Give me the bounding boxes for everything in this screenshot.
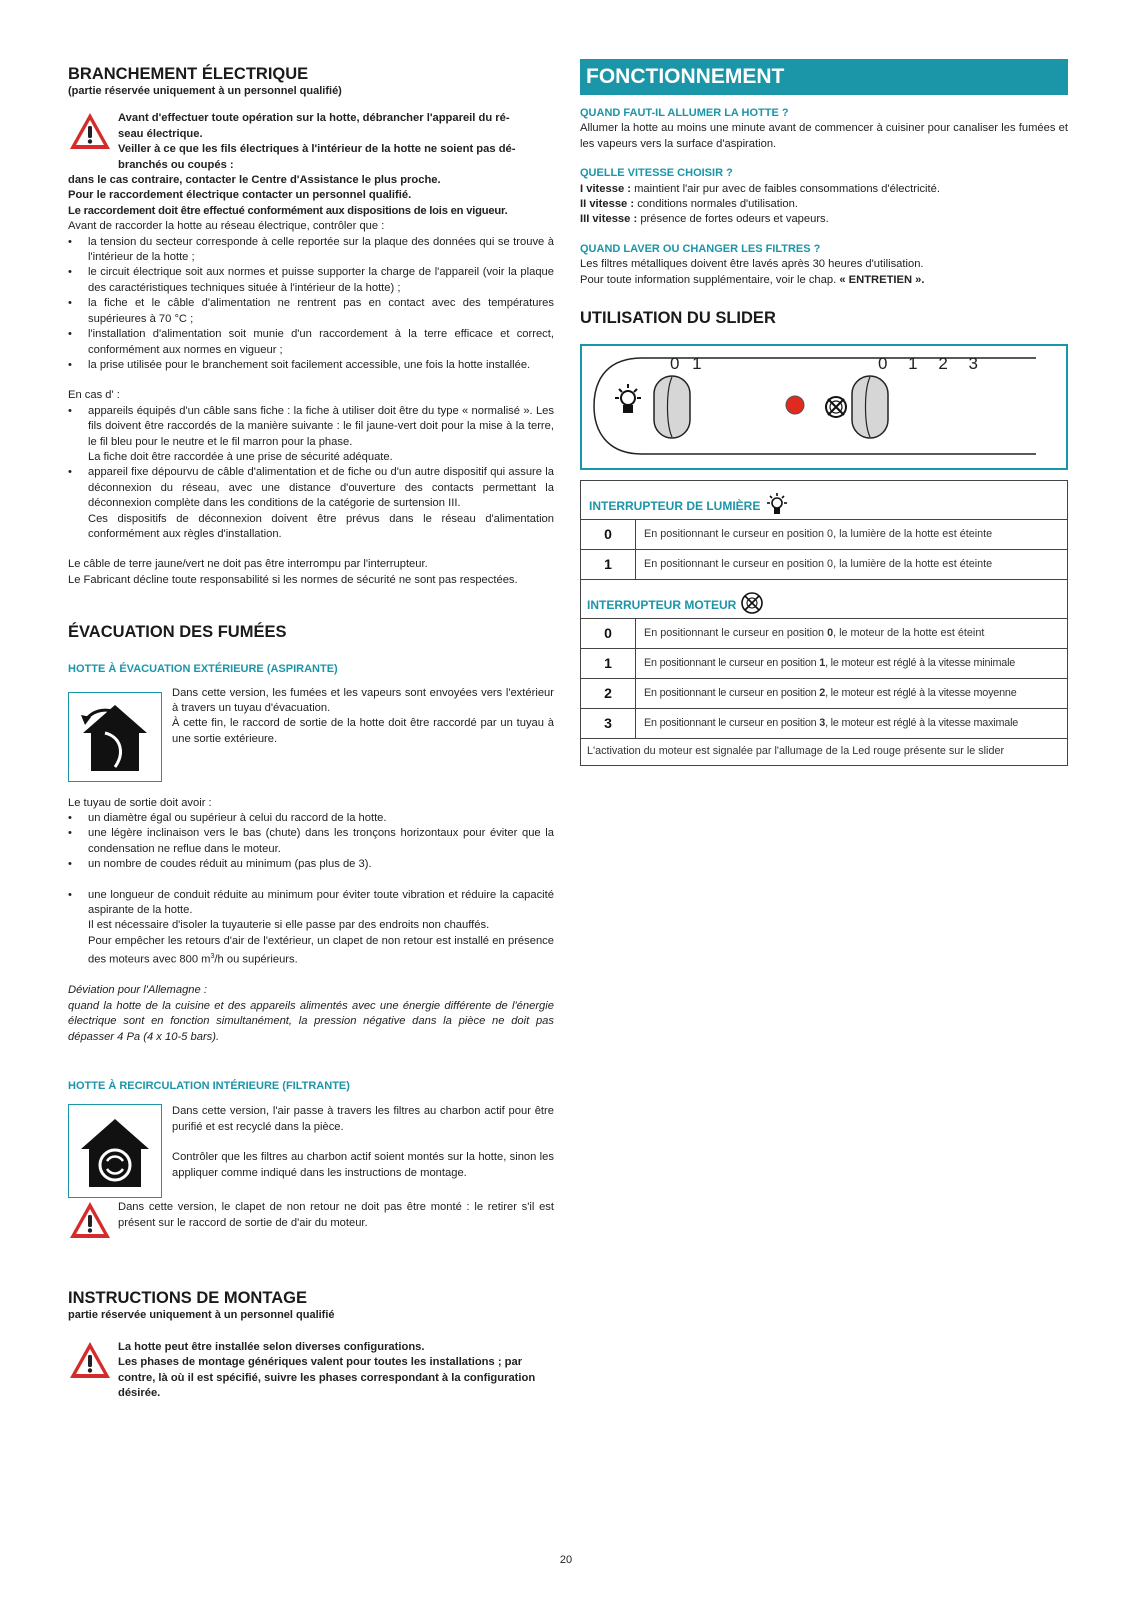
section-title-montage: INSTRUCTIONS DE MONTAGE [68,1289,307,1308]
motor-scale: 0 1 2 3 [878,354,986,374]
bold-line: dans le cas contraire, contacter le Centre d'Assistance le plus proche. [68,174,441,187]
subsection-title-exterieure: HOTTE À ÉVACUATION EXTÉRIEURE (ASPIRANTE) [68,663,338,676]
exterior-text: À cette fin, le raccord de sortie de la hotte doit être raccordé par un tuyau à une sortie extérieure. [172,717,554,745]
germany-text: quand la hotte de la cuisine et des appareils alimentés avec une énergie différente de l'énergie électrique sont en fonction simultanément, la pression négative dans la pièce ne doit pas dépasser 4 Pa (4 x 10-5 bars). [68,999,554,1043]
list-item: • un nombre de coudes réduit au minimum (pas plus de 3). [68,857,554,872]
pipe-list [68,811,554,873]
list-item: • une longueur de conduit réduite au minimum pour éviter toute vibration et réduire la capacité aspirante de la hotte. Il est nécessaire d'isoler la tuyauterie si elle passe par des endroits non chauffés. Pour empêcher les retours d'air de l'extérieur, un clapet de non retour est installé en présence des moteurs avec 800 $m^3/h$ ou supérieurs. [68,888,554,969]
speed-line: I vitesse : maintient l'air pur avec de faibles consommations d'électricité. [580,182,940,195]
section-subtitle: (partie réservée uniquement à un personnel qualifié) [68,85,342,97]
table-row: 1 En positionnant le curseur en position 1, le moteur est réglé à la vitesse minimale [581,649,1068,679]
mount-warning-text: Les phases de montage génériques valent pour toutes les installations ; par contre, là où il est spécifié, suivre les phases correspondant à la configuration désirée. [118,1356,536,1400]
germany-title: Déviation pour l'Allemagne : [68,984,207,997]
warning-block [68,1200,554,1240]
interior-block [68,1104,554,1200]
light-bulb-icon [615,384,641,413]
table-row: 1 En positionnant le curseur en position 0, la lumière de la hotte est éteinte [581,550,1068,580]
motor-note: L'activation du moteur est signalée par l'allumage de la Led rouge présente sur le slider [581,739,1068,766]
motor-fan-icon [740,591,764,615]
speed-line: II vitesse : conditions normales d'utilisation. [580,198,798,211]
table-row: 0 En positionnant le curseur en position 0, le moteur de la hotte est éteint [581,619,1068,649]
warning-icon [68,1200,112,1240]
page-number: 20 [559,1554,573,1566]
exterior-icon-box [68,692,162,782]
bold-line: Pour le raccordement électrique contacter un personnel qualifié. [68,189,412,202]
recirculation-house-icon [69,1105,161,1197]
interior-icon-box [68,1104,162,1198]
pipe-intro: Le tuyau de sortie doit avoir : [68,796,212,809]
warning-icon [68,111,112,151]
light-switch-table [580,480,1068,766]
exterior-text: Dans cette version, les fumées et les vapeurs sont envoyées vers l'extérieur à travers un tuyau d'évacuation. [172,686,554,714]
light-scale: 0 1 [670,354,706,374]
question-text: Allumer la hotte au moins une minute avant de commencer à cuisiner pour canaliser les fumées et les vapeurs vers la surface d'aspiration. [580,122,1068,150]
question-text: Pour toute information supplémentaire, voir le chap. « ENTRETIEN ». [580,273,925,286]
warning-line: Avant d'effectuer toute opération sur la hotte, débrancher l'appareil du ré- [118,112,510,125]
motor-switch-header: INTERRUPTEUR MOTEUR [581,580,1068,619]
left-column [68,64,554,1401]
warning-line: Veiller à ce que les fils électriques à l'intérieur de la hotte ne soient pas dé- [118,143,516,156]
list-item: • la prise utilisée pour le branchement soit facilement accessible, une fois la hotte installée. [68,358,554,373]
speed-line: III vitesse : présence de fortes odeurs et vapeurs. [580,213,829,226]
warning-block [68,1340,554,1402]
section-title-slider: UTILISATION DU SLIDER [580,309,776,328]
list-item: • une légère inclinaison vers le bas (chute) dans les tronçons horizontaux pour éviter que la condensation ne reflue dans le moteur. [68,826,554,857]
checks-intro: Avant de raccorder la hotte au réseau électrique, contrôler que : [68,220,385,233]
list-item: • la fiche et le câble d'alimentation ne rentrent pas en contact avec des températures supérieures à 70 °C ; [68,296,554,327]
list-item: • l'installation d'alimentation soit munie d'un raccordement à la terre efficace et correct, conformément aux normes en vigueur ; [68,327,554,358]
exterior-block [68,686,554,786]
list-item: • le circuit électrique soit aux normes et puisse supporter la charge de l'appareil (voir la plaque des caractéristiques techniques située à l'intérieur de la hotte) ; [68,265,554,296]
question-title: QUELLE VITESSE CHOISIR ? [580,167,733,180]
cases-list [68,404,554,543]
cases-intro: En cas d' : [68,389,120,402]
interior-warning-text: Dans cette version, le clapet de non retour ne doit pas être monté : le retirer s'il est présent sur le raccord de sortie de d'air du moteur. [118,1201,554,1229]
warning-line: branchés ou coupés : [118,158,234,171]
pipe-list-extra [68,888,554,969]
earth-note: Le câble de terre jaune/vert ne doit pas être interrompu par l'interrupteur. [68,558,428,571]
interior-text: Contrôler que les filtres au charbon actif soient montés sur la hotte, sinon les appliquer comme indiqué dans les instructions de montage. [172,1151,554,1179]
question-text: Les filtres métalliques doivent être lavés après 30 heures d'utilisation. [580,258,924,271]
section-title-branchement: BRANCHEMENT ÉLECTRIQUE [68,65,309,83]
section-subtitle: partie réservée uniquement à un personnel qualifié [68,1309,335,1322]
maker-note: Le Fabricant décline toute responsabilité si les normes de sécurité ne sont pas respectées. [68,573,518,586]
list-item: • un diamètre égal ou supérieur à celui du raccord de la hotte. [68,811,554,826]
list-item: • la tension du secteur corresponde à celle reportée sur la plaque des données qui se trouve à l'intérieur de la hotte ; [68,235,554,266]
exhaust-house-icon [69,693,161,781]
light-bulb-icon [764,492,790,516]
mount-warning-text: La hotte peut être installée selon diverses configurations. [118,1340,425,1353]
question-title: QUAND FAUT-IL ALLUMER LA HOTTE ? [580,107,789,119]
right-column [580,59,1068,766]
warning-icon [68,1340,112,1380]
table-row: 3 En positionnant le curseur en position 3, le moteur est réglé à la vitesse maximale [581,709,1068,739]
table-row [581,739,1068,766]
interior-text: Dans cette version, l'air passe à travers les filtres au charbon actif pour être purifié et est recyclé dans la pièce. [172,1105,554,1133]
banner-fonctionnement: FONCTIONNEMENT [580,59,1068,95]
table-row: 0 En positionnant le curseur en position 0, la lumière de la hotte est éteinte [581,520,1068,550]
section-title-evacuation: ÉVACUATION DES FUMÉES [68,623,287,642]
question-title: QUAND LAVER OU CHANGER LES FILTRES ? [580,242,821,255]
bold-line: Le raccordement doit être effectué conformément aux dispositions de lois en vigueur. [68,204,508,217]
slider-diagram [580,344,1068,470]
list-item: • appareil fixe dépourvu de câble d'alimentation et de fiche ou d'un autre dispositif qui assure la déconnexion du réseau, avec une distance d'ouverture des contacts permettant la déconnexion complète dans les conditions de la catégorie de surtension III. Ces dispositifs de déconnexion doivent être prévus dans le réseau d'alimentation conformément aux règles d'installation. [68,465,554,542]
light-switch-header: INTERRUPTEUR DE LUMIÈRE [581,481,1068,520]
warning-line: seau électrique. [118,127,203,140]
table-row: 2 En positionnant le curseur en position 2, le moteur est réglé à la vitesse moyenne [581,679,1068,709]
warning-block [68,111,554,173]
subsection-title-interieure: HOTTE À RECIRCULATION INTÉRIEURE (FILTRANTE) [68,1080,350,1093]
motor-fan-icon [826,397,846,417]
slider-illustration [582,346,1066,468]
checks-list [68,235,554,374]
list-item: • appareils équipés d'un câble sans fiche : la fiche à utiliser doit être du type « normalisé ». Les fils doivent être raccordés de la manière suivante : le fil jaune-vert doit pour la mise à la terre, le fil bleu pour le neutre et le fil marron pour la phase. La fiche doit être raccordée à une prise de sécurité adéquate. [68,404,554,466]
